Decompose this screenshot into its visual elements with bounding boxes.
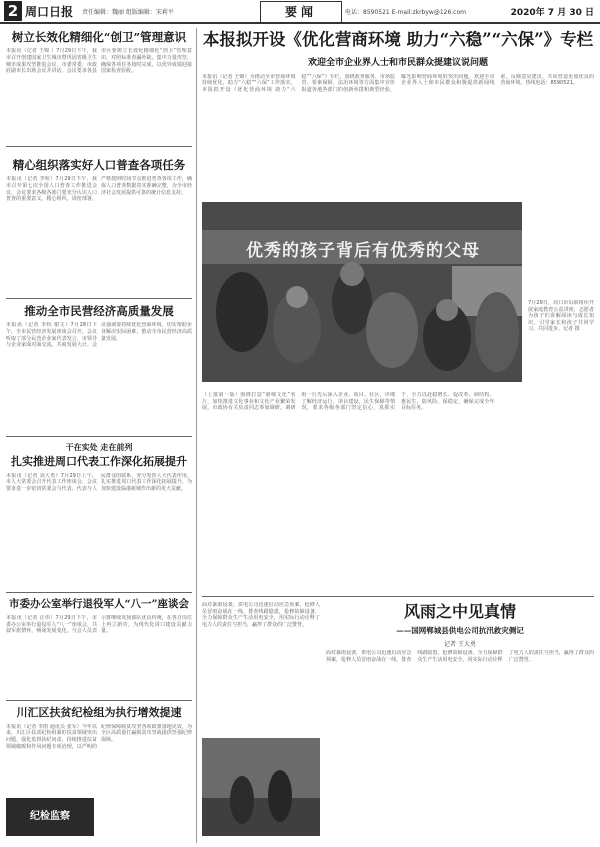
divider [202, 596, 594, 597]
ad-label: 纪检监察 [30, 811, 70, 822]
photo-banner-text: 优秀的孩子背后有优秀的父母 [246, 241, 480, 261]
newspaper-name: 周口日报 [25, 5, 74, 19]
article-body: 本报讯（记者 李雨 通讯员 张军）今年以来，川汇区扶贫纪检组紧盯扶贫领域突出问题，强化监督执纪问责，持续推进扶贫领域腐败和作风问题专项治理，以严明的纪律保障脱贫攻坚各项政策落地见效，为全区高质量打赢脱贫攻坚战提供坚强纪律保障。 [6, 723, 192, 750]
article-veterans [6, 598, 192, 700]
article-discipline [6, 706, 192, 836]
person-head [436, 299, 458, 321]
worker-figure [268, 770, 292, 822]
article-private-economy [6, 304, 192, 436]
special-body: 本报讯（记者 王锦）为推动全市营商环境持续优化，助力“六稳”“六保”工作落实，本报拟开设《优化营商环境 助力“六稳”“六保”》专栏，围绕政务服务、市场监管、要素保障、法治环境等方面集中宣传报道各地各部门的创新举措和典型经验，曝光影响营商环境的突出问题。欢迎全市企业界人士和市民群众积极提供新闻线索，反映意见建议，共同营造更加优良的营商环境。热线电话：8590521。 [202, 73, 594, 93]
feature-headline [326, 602, 594, 648]
article-title: 精心组织落实好人口普查各项任务 [12, 158, 186, 172]
feature-body-part: 面对暴雨侵袭，供电公司迅速启动应急预案，抢修人员冒雨奋战在一线，排查线路隐患，抢修故障设备，全力保障群众生产生活用电安全，用实际行动诠释了电力人的责任与担当，赢得了群众的广泛赞誉。 [202, 602, 320, 628]
publish-date: 2020年 7 月 30 日 [510, 8, 594, 18]
special-announcement [202, 30, 594, 198]
article-chuangwei [6, 30, 192, 146]
article-representatives [6, 442, 192, 592]
feature-photo-scene [202, 738, 320, 836]
article-title: 推动全市民营经济高质量发展 [24, 304, 174, 318]
feature-article [202, 602, 594, 842]
article-body: 本报讯（记者 王锦 ）7月29日下午，我市召开创建国家卫生城市暨巩固省级卫生城市成果攻坚推进会议，市委常委、市政府副市长出席会议并讲话。会议要求各县市区要树立长效化精细化“创卫”管理意识，对照标准查漏补缺，集中力量攻坚，确保各项任务按时完成，以优异成绩迎接国家检查验收。 [6, 48, 192, 75]
feature-byline: 记者 王大勇 [444, 641, 476, 648]
page-number: 2 [4, 1, 22, 21]
photo-ground [202, 798, 320, 836]
feature-subtitle: ——国网郸城县供电公司抗汛救灾侧记 [396, 626, 524, 635]
middle-article [202, 392, 594, 592]
divider [6, 436, 192, 437]
worker-figure [230, 776, 254, 824]
article-body: 本报讯（记者 李杭 谢文）7月28日下午，全市民营经济发展座谈会召开，会议听取了部分民营企业家代表发言，市领导与企业家面对面交流，共商发展大计。会议强调要持续优化营商环境，切实帮助企业解决实际困难，推动全市民营经济高质量发展。 [6, 322, 192, 349]
divider [6, 298, 192, 299]
news-photo [202, 202, 522, 382]
person-head [340, 262, 364, 286]
ad-banner [6, 798, 94, 836]
article-title: 川汇区扶贫纪检组为执行增效提速 [16, 706, 182, 719]
header-contact-info: 电话：8590521 E-mail:zkrbyw@126.com [345, 9, 466, 16]
special-subtitle: 欢迎全市企业界人士和市民群众提建议说问题 [307, 57, 488, 68]
page-header [0, 0, 600, 24]
article-title: 市委办公室举行退役军人“八一”座谈会 [8, 598, 190, 610]
divider [6, 146, 192, 147]
divider [6, 592, 192, 593]
article-kicker: 干在实处 走在前列 [65, 442, 133, 452]
column-divider [196, 28, 197, 843]
middle-body: （上接第一版）围绕打造“港城文化”名片，加快推进文化事业和文化产业繁荣发展。市政协有关负责同志参加调研。调研组一行先后深入企业、项目、社区，详细了解经济运行、项目建设、民生保障等情况，要求各级各部门坚定信心，真抓实干，全力以赴稳增长、促改革、调结构、惠民生、防风险、保稳定，确保完成全年目标任务。 [202, 392, 495, 412]
article-title: 扎实推进周口代表工作深化拓展提升 [11, 455, 187, 468]
feature-body: 面对暴雨侵袭，供电公司迅速启动应急预案，抢修人员冒雨奋战在一线，排查线路隐患，抢修故障设备，全力保障群众生产生活用电安全，用实际行动诠释了电力人的责任与担当，赢得了群众的广泛赞誉。 [326, 650, 594, 663]
special-title: 本报拟开设《优化营商环境 助力“六稳”“六保”》专栏 [202, 30, 594, 49]
photo-caption: 7月29日，周口市妇联组织开展家庭教育公益讲座，志愿者为孩子们讲解阅读与成长知识，引导家长和孩子共同学习、共同进步。记者 摄 [528, 300, 594, 333]
person-figure [366, 292, 418, 368]
header-editor-info: 责任编辑：魏丽 组版编辑：宋莉平 [82, 9, 174, 16]
feature-photo [202, 738, 320, 836]
divider [6, 700, 192, 701]
person-figure [216, 272, 268, 352]
article-body: 本报讯（记者 李杭）7月29日下午，我市召开第七次全国人口普查工作推进会议，会议要求各级各部门要充分认识人口普查的重要意义，精心组织，周密部署，严格按照时间节点推进普查各项工作，确保人口普查数据真实准确完整，为全市经济社会发展提供可靠的统计信息支持。 [6, 176, 192, 203]
person-figure [475, 292, 519, 372]
section-title: 要闻 [260, 1, 342, 23]
person-head [286, 286, 308, 308]
article-body: 本报讯（记者 汪伟）7月29日下午，市委办公室举行退役军人“八一”座谈会，共叙军旅情怀，畅谈发展变化。与会人员表示将继续发扬部队优良传统，在各自岗位上再立新功，为现代化周口建设贡献力量。 [6, 615, 192, 635]
feature-title: 风雨之中见真情 [403, 602, 516, 621]
article-census [6, 158, 192, 298]
photo-scene [202, 202, 522, 382]
feature-left-text [202, 602, 320, 734]
article-title: 树立长效化精细化“创卫”管理意识 [11, 30, 187, 44]
article-body: 本报讯（记者 刘大勇）7月29日上午，市人大常委会召开代表工作座谈会，会议要求进一步密切常委会与代表、代表与人民群众的联系，充分发挥人大代表作用，扎实推进周口代表工作深化拓展提升，为加快建设临港新城作出新的更大贡献。 [6, 472, 192, 492]
